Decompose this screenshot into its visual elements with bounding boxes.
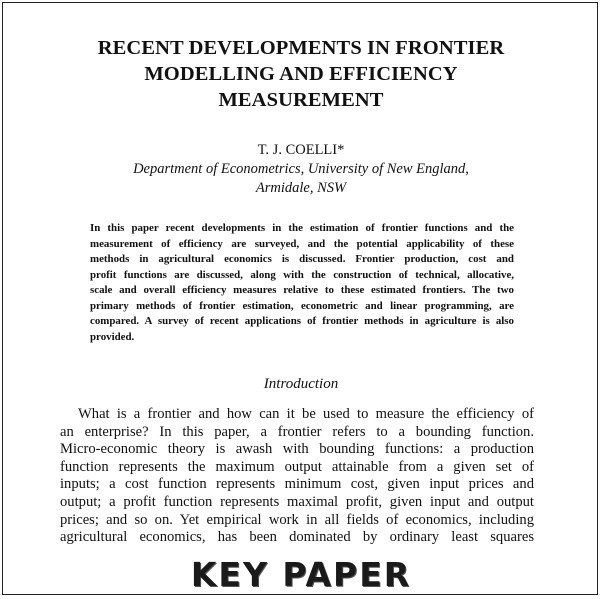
author-affiliation <box>3 160 598 198</box>
abstract-line: profit functions are discussed, along with the construction of technical, allocative, <box>90 268 514 281</box>
abstract-line: scale and overall efficiency measures relative to these estimated frontiers. The two <box>90 284 514 296</box>
body-line: agricultural economics, has been dominated by ordinary least squares <box>60 529 534 546</box>
abstract-line: measurement of efficiency are surveyed, and the potential applicability of these <box>90 237 514 250</box>
body-line: output; a profit function represents maximal profit, given input and output <box>60 493 534 510</box>
abstract-line: compared. A survey of recent applications of frontier methods in agriculture is also <box>90 315 514 327</box>
affiliation-line: Armidale, NSW <box>255 180 347 196</box>
body-line: prices; and so on. Yet empirical work in all fields of economics, including <box>60 511 534 528</box>
key-paper-banner <box>3 553 598 595</box>
paper-page <box>2 2 598 595</box>
key-paper-label: KEY PAPER <box>190 555 412 594</box>
title-line: MODELLING AND EFFICIENCY <box>144 63 458 85</box>
author-name: T. J. COELLI* <box>257 142 345 158</box>
title-line: RECENT DEVELOPMENTS IN FRONTIER <box>97 37 505 59</box>
paper-title <box>43 35 559 113</box>
body-line: Micro-economic theory is awash with bounding functions: a production <box>60 441 534 458</box>
affiliation-line: Department of Econometrics, University of New England, <box>133 161 469 177</box>
section-heading: Introduction <box>263 376 339 392</box>
abstract-line: primary methods of frontier estimation, econometric and linear programming, are <box>90 299 514 312</box>
abstract-line: methods in agricultural economics is discussed. Frontier production, cost and <box>90 253 514 265</box>
abstract <box>90 221 514 345</box>
body-line: an enterprise? In this paper, a frontier refers to a bounding function. <box>60 423 534 440</box>
abstract-line: provided. <box>90 330 135 343</box>
body-line: What is a frontier and how can it be used to measure the efficiency of <box>78 406 534 422</box>
body-line: inputs; a cost function represents minimum cost, given input prices and <box>60 476 534 493</box>
body-line: function represents the maximum output attainable from a given set of <box>60 458 534 475</box>
abstract-line: In this paper recent developments in the estimation of frontier functions and the <box>90 222 514 234</box>
body-paragraph <box>60 406 534 547</box>
title-line: MEASUREMENT <box>218 89 384 111</box>
